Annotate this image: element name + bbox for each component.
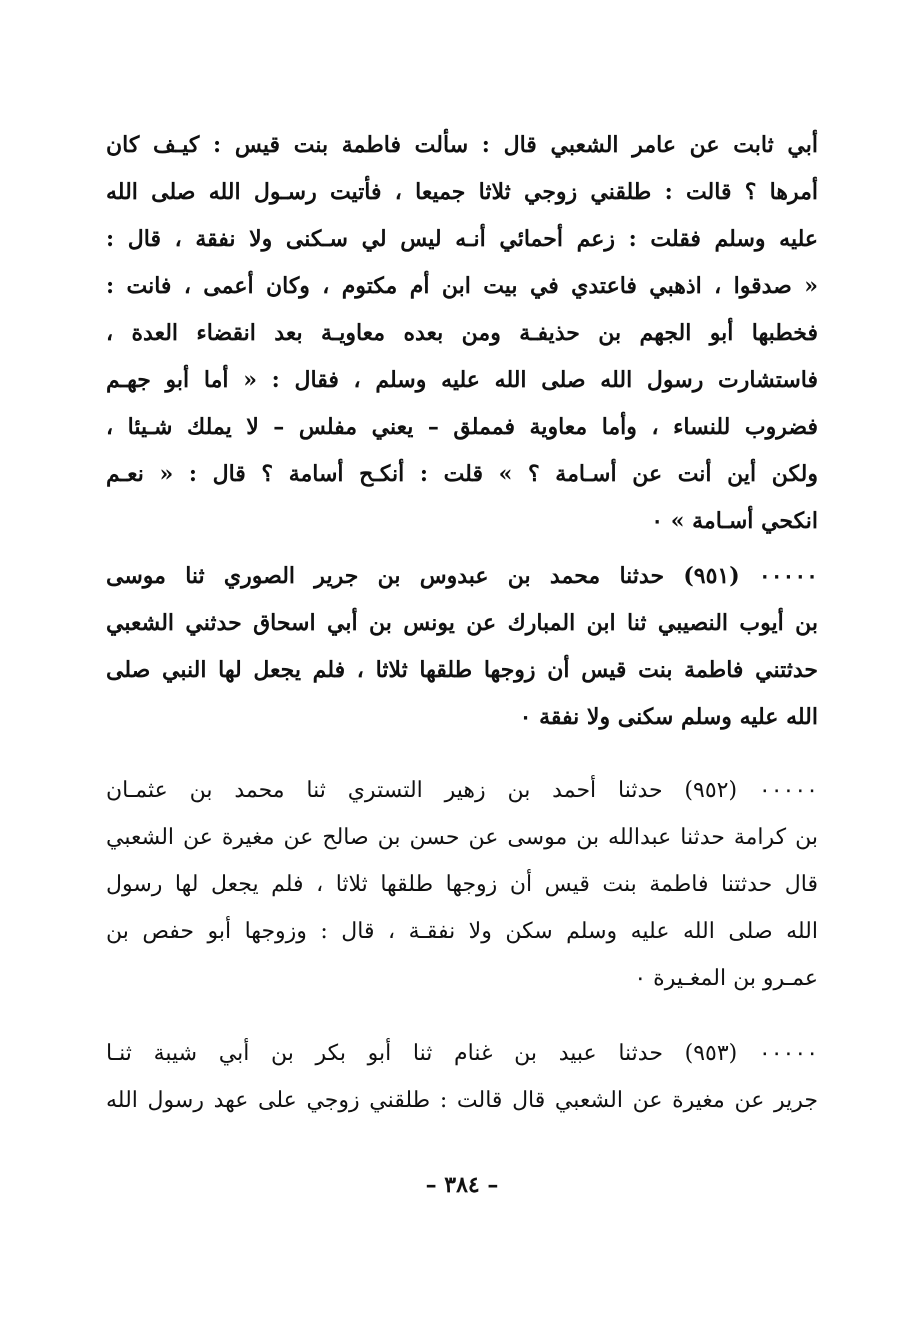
text-line: الله عليه وسلم سكنى ولا نفقة ٠: [519, 704, 818, 730]
text-line: فخطبها أبو الجهم بن حذيفـة ومن بعده معاويـة بعد انقضاء العدة ،: [106, 320, 818, 346]
paragraph-4: [106, 1030, 818, 1124]
text-line: بن أيوب النصيبي ثنا ابن المبارك عن يونس بن أبي اسحاق حدثني الشعبي: [106, 610, 818, 636]
paragraph-2: [106, 553, 818, 741]
text-line: ٠٠٠٠٠ (٩٥٣) حدثنا عبيد بن غنام ثنا أبو بكر بن أبي شيبة ثنـا: [106, 1041, 818, 1066]
text-line: ٠٠٠٠٠ (٩٥١) حدثنا محمد بن عبدوس بن جرير الصوري ثنا موسى: [106, 563, 818, 589]
text-line: الله صلى الله عليه وسلم سكن ولا نفقـة ، قال : وزوجها أبو حفص بن: [106, 919, 818, 944]
text-line: « صدقوا ، اذهبي فاعتدي في بيت ابن أم مكتوم ، وكان أعمى ، فانت :: [106, 273, 818, 299]
text-line: جرير عن مغيرة عن الشعبي قال قالت : طلقني زوجي على عهد رسول الله: [106, 1088, 818, 1113]
text-line: عمـرو بن المغـيرة ٠: [634, 966, 818, 991]
text-line: أبي ثابت عن عامر الشعبي قال : سألت فاطمة بنت قيس : كيـف كان: [106, 132, 818, 158]
paragraph-1: [106, 122, 818, 545]
text-line: قال حدثتنا فاطمة بنت قيس أن زوجها طلقها ثلاثا ، فلم يجعل لها رسول: [106, 872, 818, 897]
text-line: بن كرامة حدثنا عبدالله بن موسى عن حسن بن صالح عن مغيرة عن الشعبي: [106, 825, 818, 850]
text-line: ولكن أين أنت عن أسـامة ؟ » قلت : أنكـح أسامة ؟ قال : « نعـم: [106, 461, 818, 487]
text-line: فضروب للنساء ، وأما معاوية فمملق – يعني مفلس – لا يملك شـيئا ،: [106, 414, 818, 440]
text-line: انكحي أسـامة » ٠: [651, 508, 818, 534]
text-line: أمرها ؟ قالت : طلقني زوجي ثلاثا جميعا ، فأتيت رسـول الله صلى الله: [106, 179, 818, 205]
text-line: فاستشارت رسول الله صلى الله عليه وسلم ، فقال : « أما أبو جهـم: [106, 367, 818, 393]
paragraph-3: [106, 767, 818, 1002]
page-number: – ٣٨٤ –: [425, 1172, 499, 1198]
text-line: ٠٠٠٠٠ (٩٥٢) حدثنا أحمد بن زهير التستري ثنا محمد بن عثمـان: [106, 778, 818, 803]
text-line: عليه وسلم فقلت : زعم أحمائي أنـه ليس لي سـكنى ولا نفقة ، قال :: [106, 226, 818, 252]
text-line: حدثتني فاطمة بنت قيس أن زوجها طلقها ثلاثا ، فلم يجعل لها النبي صلى: [106, 657, 818, 683]
